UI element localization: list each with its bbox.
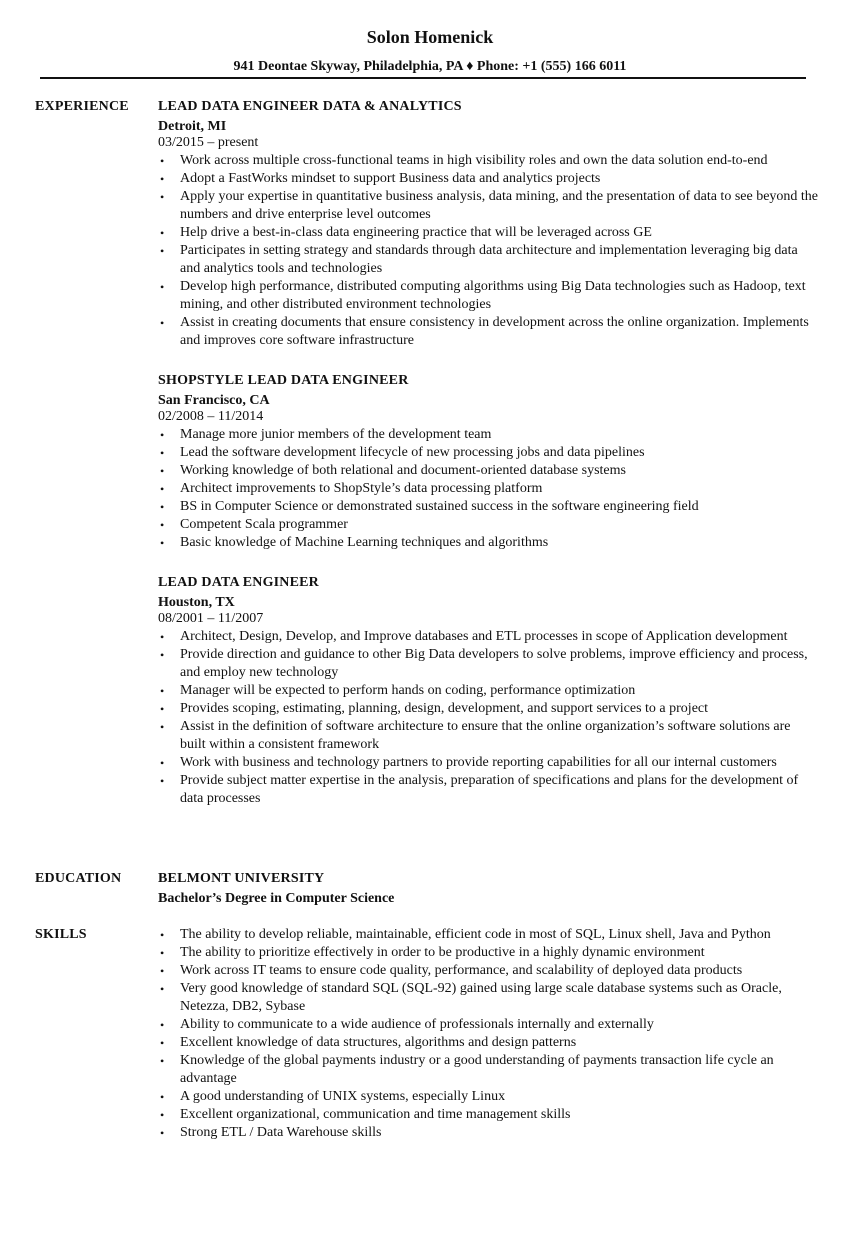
bullet-icon: • <box>160 536 165 550</box>
job-entry <box>158 98 818 350</box>
skills-body <box>158 926 818 1142</box>
bullet-icon: • <box>160 464 165 478</box>
bullet-text: Assist in creating documents that ensure consistency in development across the online organization. Implements and improves core software infrastructure <box>180 315 809 348</box>
bullet-icon: • <box>160 500 165 514</box>
bullet-text: Manage more junior members of the development team <box>180 427 492 442</box>
job-bullets <box>158 628 818 808</box>
bullet-icon: • <box>160 518 165 532</box>
bullet-icon: • <box>160 190 165 204</box>
bullet-text: Working knowledge of both relational and document-oriented database systems <box>180 463 626 478</box>
job-title: LEAD DATA ENGINEER <box>158 575 319 590</box>
bullet-item <box>158 962 818 980</box>
bullet-item <box>158 516 818 534</box>
bullet-icon: • <box>160 964 165 978</box>
bullet-icon: • <box>160 226 165 240</box>
job-dates: 08/2001 – 11/2007 <box>158 611 264 626</box>
bullet-item <box>158 682 818 700</box>
bullet-icon: • <box>160 946 165 960</box>
bullet-icon: • <box>160 1108 165 1122</box>
bullet-item <box>158 1016 818 1034</box>
bullet-text: Work across IT teams to ensure code quality, performance, and scalability of deployed data products <box>180 963 743 978</box>
bullet-icon: • <box>160 446 165 460</box>
bullet-text: Excellent knowledge of data structures, algorithms and design patterns <box>180 1035 577 1050</box>
bullet-text: Excellent organizational, communication and time management skills <box>180 1107 571 1122</box>
job-title: LEAD DATA ENGINEER DATA & ANALYTICS <box>158 99 462 114</box>
job-bullets <box>158 426 818 552</box>
bullet-icon: • <box>160 280 165 294</box>
bullet-item <box>158 754 818 772</box>
bullet-text: Provide direction and guidance to other Big Data developers to solve problems, improve efficiency and process, and employ new technology <box>180 647 808 680</box>
bullet-item <box>158 1088 818 1106</box>
bullet-icon: • <box>160 630 165 644</box>
bullet-item <box>158 534 818 552</box>
education-body <box>158 870 818 908</box>
job-entry <box>158 372 818 552</box>
bullet-item <box>158 224 818 242</box>
bullet-text: Strong ETL / Data Warehouse skills <box>180 1125 382 1140</box>
bullet-text: Participates in setting strategy and standards through data architecture and implementation leveraging big data and analytics tools and technologies <box>180 243 798 276</box>
bullet-text: Assist in the definition of software architecture to ensure that the online organization’s software solutions are built within a consistent framework <box>180 719 791 752</box>
bullet-item <box>158 498 818 516</box>
bullet-text: The ability to develop reliable, maintainable, efficient code in most of SQL, Linux shell, Java and Python <box>180 927 771 942</box>
candidate-name: Solon Homenick <box>366 27 494 47</box>
bullet-icon: • <box>160 982 165 996</box>
bullet-icon: • <box>160 648 165 662</box>
bullet-text: The ability to prioritize effectively in order to be productive in a highly dynamic environment <box>180 945 705 960</box>
bullet-text: Work with business and technology partners to provide reporting capabilities for all our internal customers <box>180 755 777 770</box>
job-dates: 02/2008 – 11/2014 <box>158 409 264 424</box>
bullet-icon: • <box>160 720 165 734</box>
bullet-icon: • <box>160 774 165 788</box>
bullet-text: Work across multiple cross-functional teams in high visibility roles and own the data solution end-to-end <box>180 153 768 168</box>
bullet-item <box>158 628 818 646</box>
bullet-text: Knowledge of the global payments industry or a good understanding of payments transaction life cycle an advantage <box>180 1053 774 1086</box>
job-entry <box>158 574 818 808</box>
bullet-icon: • <box>160 428 165 442</box>
bullet-item <box>158 152 818 170</box>
bullet-text: Provide subject matter expertise in the analysis, preparation of specifications and plans for the development of data processes <box>180 773 799 806</box>
experience-body <box>158 98 818 830</box>
bullet-item <box>158 1034 818 1052</box>
bullet-icon: • <box>160 172 165 186</box>
job-bullets <box>158 152 818 350</box>
bullet-item <box>158 980 818 1016</box>
bullet-item <box>158 242 818 278</box>
bullet-text: Basic knowledge of Machine Learning techniques and algorithms <box>180 535 549 550</box>
bullet-item <box>158 646 818 682</box>
bullet-text: Architect improvements to ShopStyle’s data processing platform <box>180 481 543 496</box>
bullet-item <box>158 444 818 462</box>
bullet-icon: • <box>160 702 165 716</box>
bullet-icon: • <box>160 928 165 942</box>
bullet-text: A good understanding of UNIX systems, especially Linux <box>180 1089 506 1104</box>
bullet-item <box>158 188 818 224</box>
bullet-text: Competent Scala programmer <box>180 517 348 532</box>
bullet-text: Very good knowledge of standard SQL (SQL-92) gained using large scale database systems such as Oracle, Netezza, DB2, Sybase <box>180 981 782 1014</box>
bullet-item <box>158 314 818 350</box>
bullet-text: Develop high performance, distributed computing algorithms using Big Data technologies such as Hadoop, text mining, and other distributed environment technologies <box>180 279 806 312</box>
bullet-icon: • <box>160 154 165 168</box>
bullet-item <box>158 700 818 718</box>
job-location: Houston, TX <box>158 595 235 610</box>
bullet-item <box>158 278 818 314</box>
bullet-icon: • <box>160 316 165 330</box>
bullet-icon: • <box>160 756 165 770</box>
job-dates: 03/2015 – present <box>158 135 259 150</box>
bullet-item <box>158 1106 818 1124</box>
bullet-icon: • <box>160 1090 165 1104</box>
job-location: San Francisco, CA <box>158 393 270 408</box>
bullet-text: Architect, Design, Develop, and Improve databases and ETL processes in scope of Application development <box>180 629 788 644</box>
bullet-text: Manager will be expected to perform hands on coding, performance optimization <box>180 683 636 698</box>
bullet-text: Provides scoping, estimating, planning, design, development, and support services to a project <box>180 701 709 716</box>
degree: Bachelor’s Degree in Computer Science <box>158 891 395 906</box>
bullet-item <box>158 426 818 444</box>
bullet-item <box>158 462 818 480</box>
bullet-icon: • <box>160 1036 165 1050</box>
bullet-icon: • <box>160 244 165 258</box>
section-title-skills: SKILLS <box>35 927 87 942</box>
header-divider <box>40 77 806 79</box>
bullet-text: BS in Computer Science or demonstrated sustained success in the software engineering field <box>180 499 699 514</box>
job-title: SHOPSTYLE LEAD DATA ENGINEER <box>158 373 409 388</box>
contact-line: 941 Deontae Skyway, Philadelphia, PA ♦ Phone: +1 (555) 166 6011 <box>233 59 627 74</box>
bullet-text: Ability to communicate to a wide audience of professionals internally and externally <box>180 1017 654 1032</box>
section-title-education: EDUCATION <box>35 871 122 886</box>
bullet-item <box>158 944 818 962</box>
bullet-text: Help drive a best-in-class data engineering practice that will be leveraged across GE <box>180 225 652 240</box>
job-location: Detroit, MI <box>158 119 227 134</box>
bullet-icon: • <box>160 1018 165 1032</box>
bullet-item <box>158 718 818 754</box>
bullet-text: Adopt a FastWorks mindset to support Business data and analytics projects <box>180 171 601 186</box>
bullet-item <box>158 1124 818 1142</box>
school-name: BELMONT UNIVERSITY <box>158 871 325 886</box>
bullet-text: Lead the software development lifecycle of new processing jobs and data pipelines <box>180 445 645 460</box>
bullet-icon: • <box>160 1126 165 1140</box>
bullet-item <box>158 170 818 188</box>
bullet-item <box>158 480 818 498</box>
resume-header <box>0 26 860 76</box>
section-title-experience: EXPERIENCE <box>35 99 129 114</box>
bullet-item <box>158 1052 818 1088</box>
skills-bullets <box>158 926 818 1142</box>
bullet-text: Apply your expertise in quantitative business analysis, data mining, and the presentation of data to see beyond the numbers and drive enterprise level outcomes <box>180 189 819 222</box>
bullet-icon: • <box>160 1054 165 1068</box>
bullet-item <box>158 772 818 808</box>
bullet-icon: • <box>160 684 165 698</box>
bullet-icon: • <box>160 482 165 496</box>
bullet-item <box>158 926 818 944</box>
